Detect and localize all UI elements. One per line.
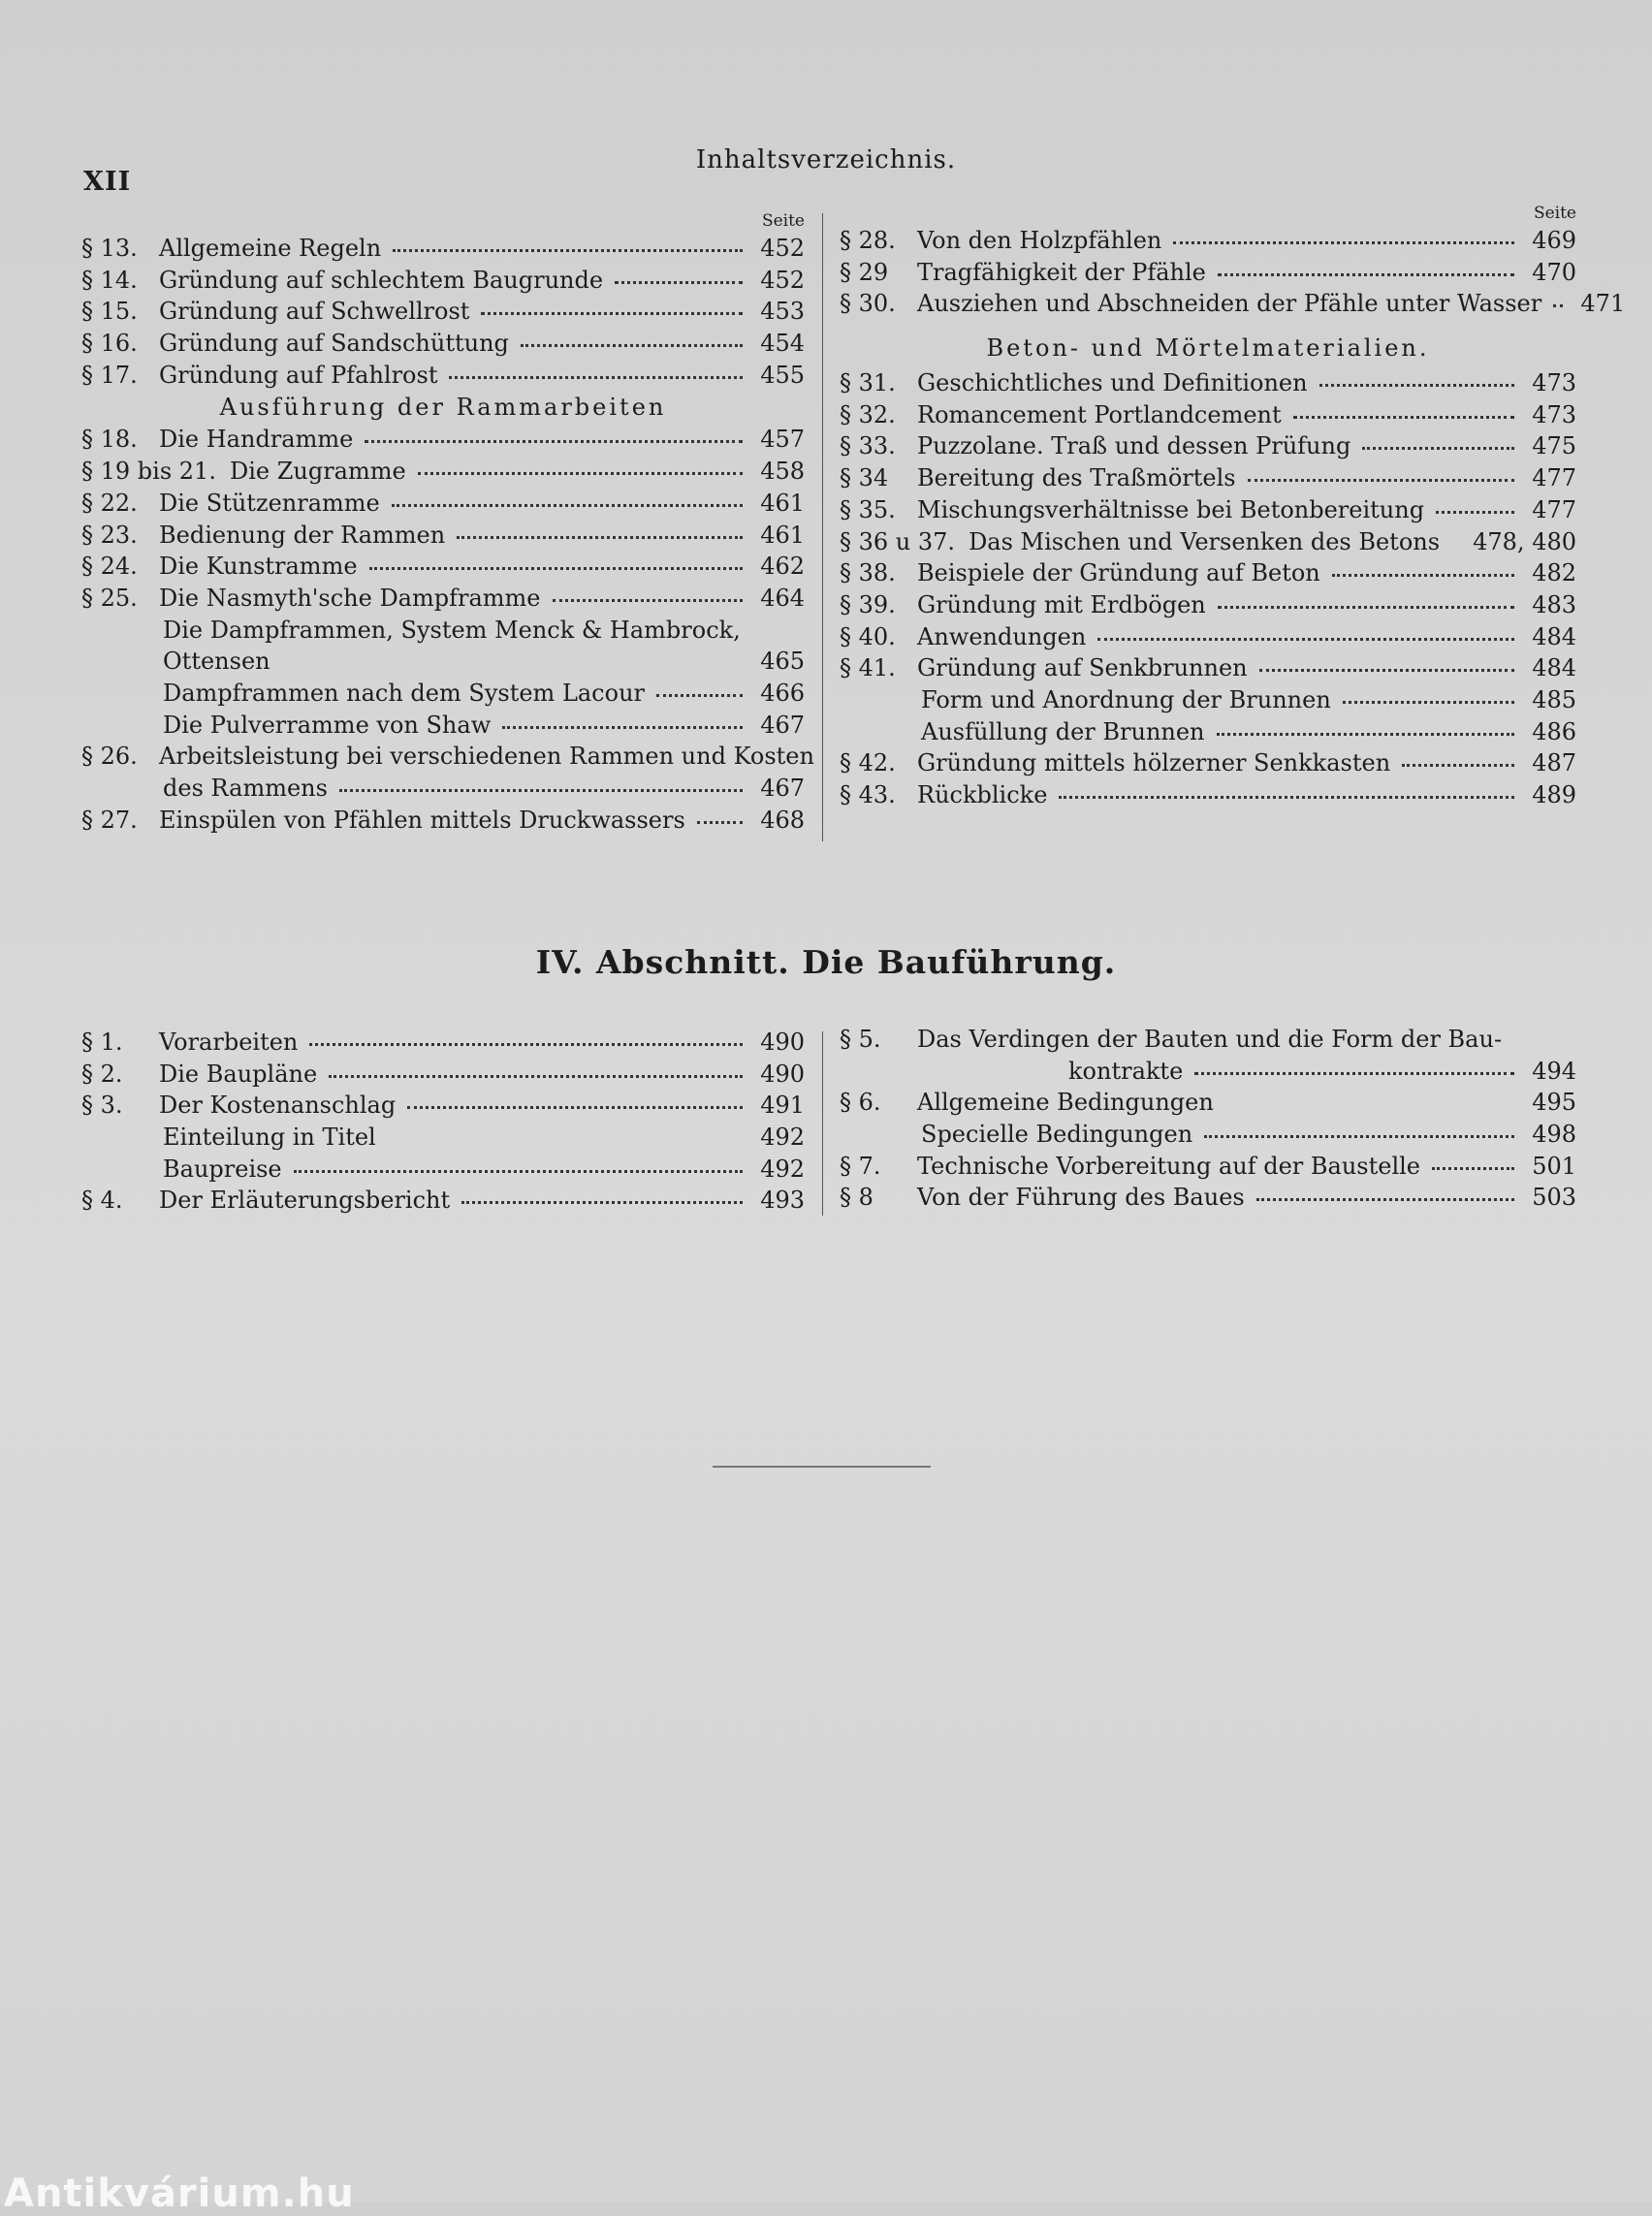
- toc-row: [840, 557, 1576, 589]
- page-ref: 484: [1532, 654, 1576, 682]
- page-ref: 477: [1532, 464, 1576, 492]
- section-number: § 16.: [81, 330, 138, 358]
- page-ref: 461: [760, 521, 805, 549]
- entry-title: Die Dampframmen, System Menck & Hambrock,: [163, 616, 741, 644]
- toc-upper-right: [840, 202, 1626, 811]
- toc-subheading: Beton- und Mörtelmaterialien.: [986, 334, 1430, 363]
- section-number: § 25.: [81, 584, 138, 612]
- page-ref: 470: [1532, 258, 1576, 286]
- entry-title: Allgemeine Bedingungen: [917, 1089, 1214, 1117]
- page-ref: 464: [760, 584, 805, 612]
- toc-row: [81, 678, 805, 710]
- dot-leader: [1059, 782, 1514, 799]
- entry-title: Bedienung der Rammen: [159, 521, 446, 549]
- dot-leader: [1451, 529, 1467, 546]
- toc-row: [81, 773, 805, 805]
- entry-title-continued: kontrakte: [1068, 1057, 1184, 1085]
- toc-row: [840, 621, 1576, 653]
- toc-row: [840, 1182, 1576, 1214]
- column-divider: [822, 213, 823, 841]
- column-divider: [822, 1031, 823, 1216]
- page-ref: 452: [760, 266, 805, 294]
- dot-leader: [1553, 291, 1563, 307]
- dot-leader: [1194, 1059, 1514, 1075]
- entry-title: Gründung auf schlechtem Baugrunde: [159, 266, 604, 294]
- page-ref: 453: [760, 298, 805, 326]
- entry-title: Specielle Bedingungen: [921, 1121, 1193, 1149]
- entry-title: Die Zugramme: [229, 458, 406, 486]
- entry-title: Allgemeine Regeln: [159, 235, 382, 262]
- entry-title: Technische Vorbereitung auf der Baustelle: [917, 1152, 1421, 1180]
- page-ref: 494: [1532, 1057, 1576, 1085]
- toc-subheading: Ausführung der Rammarbeiten: [219, 394, 667, 422]
- section-number: § 1.: [81, 1029, 123, 1056]
- page-ref: 469: [1532, 227, 1576, 254]
- toc-lower-left: [81, 1027, 805, 1217]
- section-heading: IV. Abschnitt. Die Bauführung.: [535, 943, 1117, 981]
- dot-leader: [1343, 687, 1514, 704]
- entry-title: Gründung mittels hölzerner Senkkasten: [917, 749, 1391, 777]
- section-number: § 13.: [81, 235, 138, 262]
- entry-title: Romancement Portlandcement: [917, 400, 1282, 428]
- page-ref: 477: [1532, 495, 1576, 523]
- dot-leader: [1362, 433, 1514, 450]
- dot-leader: [521, 331, 743, 347]
- toc-row: [81, 424, 805, 456]
- entry-title: Puzzolane. Traß und dessen Prüfung: [917, 432, 1351, 460]
- page-ref: 485: [1532, 685, 1576, 713]
- dot-leader: [1218, 260, 1514, 276]
- toc-row: [840, 1119, 1576, 1151]
- page-ref: 487: [1532, 749, 1576, 777]
- dot-leader: [1218, 592, 1514, 609]
- entry-title: Von der Führung des Baues: [917, 1184, 1245, 1212]
- page-ref: 458: [760, 458, 805, 486]
- page-ref: 461: [760, 489, 805, 517]
- dot-leader: [369, 554, 743, 570]
- toc-row: [81, 1027, 805, 1059]
- column-label: Seite: [761, 211, 805, 231]
- section-number: § 27.: [81, 806, 138, 834]
- page-ref: 490: [760, 1029, 805, 1056]
- section-number: § 36 u 37.: [840, 527, 956, 555]
- dot-leader: [365, 427, 743, 443]
- entry-title: Vorarbeiten: [159, 1029, 299, 1056]
- section-number: § 32.: [840, 400, 896, 428]
- dot-leader: [388, 1124, 743, 1141]
- page-ref: 495: [1532, 1089, 1576, 1117]
- page-ref: 466: [760, 679, 805, 707]
- page-ref: 492: [760, 1155, 805, 1183]
- section-number: § 26.: [81, 743, 138, 771]
- dot-leader: [502, 712, 743, 729]
- toc-row: [840, 367, 1576, 399]
- section-number: § 30.: [840, 290, 896, 318]
- entry-title: Die Kunstramme: [159, 553, 358, 581]
- dot-leader: [1097, 624, 1514, 641]
- dot-leader: [1332, 560, 1514, 577]
- toc-row: [81, 710, 805, 742]
- toc-row: [81, 296, 805, 328]
- section-number: § 14.: [81, 266, 138, 294]
- section-number: § 6.: [840, 1089, 881, 1117]
- toc-row: [840, 747, 1576, 779]
- section-number: § 43.: [840, 781, 896, 808]
- toc-row: [840, 1087, 1576, 1119]
- section-number: § 19 bis 21.: [81, 458, 216, 486]
- toc-row: [840, 684, 1576, 716]
- entry-title: Die Nasmyth'sche Dampframme: [159, 584, 541, 612]
- toc-row: [81, 615, 805, 647]
- toc-row: [81, 488, 805, 520]
- toc-row: [81, 233, 805, 265]
- dot-leader: [282, 649, 743, 665]
- toc-row: [81, 583, 805, 615]
- page-ref: 491: [760, 1092, 805, 1120]
- page-ref: 484: [1532, 622, 1576, 650]
- entry-title: Die Handramme: [159, 426, 354, 454]
- page-ref: 468: [760, 806, 805, 834]
- page-ref: 473: [1532, 400, 1576, 428]
- dot-leader: [309, 1029, 743, 1046]
- page-ref: 498: [1532, 1121, 1576, 1149]
- dot-leader: [449, 363, 743, 379]
- toc-row: [81, 265, 805, 297]
- dot-leader: [418, 459, 743, 475]
- dot-leader: [1204, 1122, 1514, 1138]
- entry-title-continued: des Rammens: [163, 775, 328, 802]
- entry-title: Beispiele der Gründung auf Beton: [917, 559, 1320, 587]
- toc-row: [81, 360, 805, 392]
- page-ref: 478, 480: [1473, 527, 1576, 555]
- dot-leader: [393, 236, 743, 252]
- entry-title: Einspülen von Pfählen mittels Druckwassers: [159, 806, 685, 834]
- page-number: XII: [83, 167, 132, 197]
- page-ref: 490: [760, 1060, 805, 1088]
- entry-title: Gründung auf Pfahlrost: [159, 361, 438, 389]
- entry-title: Anwendungen: [917, 622, 1087, 650]
- toc-row: [840, 1056, 1576, 1088]
- section-number: § 33.: [840, 432, 896, 460]
- page-ref: 473: [1532, 369, 1576, 397]
- entry-title: Mischungsverhältnisse bei Betonbereitung: [917, 495, 1425, 523]
- toc-lower-right: [840, 1024, 1576, 1214]
- entry-title: Die Stützenramme: [159, 489, 380, 517]
- entry-title: Das Mischen und Versenken des Betons: [969, 527, 1441, 555]
- section-number: § 38.: [840, 559, 896, 587]
- dot-leader: [1432, 1154, 1514, 1170]
- page-ref: 501: [1532, 1152, 1576, 1180]
- entry-title: Der Erläuterungsbericht: [159, 1187, 451, 1215]
- section-number: § 15.: [81, 298, 138, 326]
- dot-leader: [1402, 750, 1514, 767]
- section-number: § 29: [840, 258, 889, 286]
- dot-leader: [339, 776, 743, 792]
- page-ref: 471: [1580, 290, 1626, 318]
- section-number: § 42.: [840, 749, 896, 777]
- toc-row: [81, 1185, 805, 1217]
- toc-row: [81, 551, 805, 583]
- dot-leader: [1225, 1090, 1514, 1106]
- toc-row: [81, 1090, 805, 1122]
- entry-title: Geschichtliches und Definitionen: [917, 369, 1308, 397]
- column-label: Seite: [1533, 204, 1576, 223]
- dot-leader: [1217, 719, 1514, 736]
- entry-title: Dampframmen nach dem System Lacour: [163, 679, 646, 707]
- toc-row: [81, 456, 805, 488]
- toc-row: [81, 1154, 805, 1186]
- page-ref: 489: [1532, 781, 1576, 808]
- toc-row: [840, 652, 1576, 684]
- dot-leader: [1293, 402, 1514, 419]
- entry-title: Ausziehen und Abschneiden der Pfähle unter Wasser: [917, 290, 1542, 318]
- dot-leader: [615, 268, 743, 284]
- section-number: § 24.: [81, 553, 138, 581]
- section-number: § 40.: [840, 622, 896, 650]
- toc-row: [81, 741, 814, 773]
- running-head: Inhaltsverzeichnis.: [695, 145, 957, 174]
- entry-title: Von den Holzpfählen: [917, 227, 1162, 254]
- dot-leader: [481, 299, 743, 315]
- section-number: § 3.: [81, 1092, 123, 1120]
- dot-leader: [1173, 228, 1514, 244]
- page-ref: 503: [1532, 1184, 1576, 1212]
- entry-title: Form und Anordnung der Brunnen: [921, 685, 1331, 713]
- section-number: § 18.: [81, 426, 138, 454]
- page-ref: 454: [760, 330, 805, 358]
- dot-leader: [656, 681, 743, 697]
- toc-row: [840, 494, 1576, 526]
- toc-row: [840, 257, 1576, 289]
- entry-title: Rückblicke: [917, 781, 1048, 808]
- toc-row: [840, 399, 1576, 431]
- toc-row: [840, 779, 1576, 811]
- dot-leader: [553, 586, 744, 602]
- dot-leader: [294, 1156, 743, 1173]
- dot-leader: [1248, 465, 1514, 482]
- section-number: § 2.: [81, 1060, 123, 1088]
- dot-leader: [407, 1092, 743, 1109]
- watermark: Antikvárium.hu: [4, 2171, 355, 2216]
- toc-row: [81, 1059, 805, 1091]
- toc-row: [81, 520, 805, 552]
- page-ref: 475: [1532, 432, 1576, 460]
- section-number: § 39.: [840, 590, 896, 618]
- page-ref: 493: [760, 1187, 805, 1215]
- dot-leader: [1256, 1185, 1514, 1201]
- entry-title: Die Pulverramme von Shaw: [163, 711, 492, 739]
- dot-leader: [392, 491, 743, 507]
- entry-title: Einteilung in Titel: [163, 1124, 376, 1152]
- dot-leader: [1436, 497, 1514, 514]
- toc-row: [81, 1122, 805, 1154]
- section-number: § 4.: [81, 1187, 123, 1215]
- toc-row: [840, 462, 1576, 494]
- page-ref: 492: [760, 1124, 805, 1152]
- toc-row: [840, 288, 1626, 320]
- toc-row: [840, 430, 1576, 462]
- entry-title: Baupreise: [163, 1155, 282, 1183]
- section-number: § 22.: [81, 489, 138, 517]
- section-number: § 8: [840, 1184, 874, 1212]
- entry-title: Das Verdingen der Bauten und die Form der Bau-: [917, 1026, 1503, 1053]
- section-number: § 28.: [840, 227, 896, 254]
- dot-leader: [457, 522, 743, 539]
- page-ref: 457: [760, 426, 805, 454]
- page-ref: 467: [760, 775, 805, 802]
- page-ref: 482: [1532, 559, 1576, 587]
- toc-row: [81, 805, 805, 837]
- dot-leader: [1319, 370, 1514, 387]
- section-number: § 34: [840, 464, 889, 492]
- page-ref: 465: [760, 648, 805, 676]
- toc-row: [81, 328, 805, 360]
- toc-row: [840, 716, 1576, 748]
- toc-row: [840, 589, 1576, 621]
- toc-row: [840, 1151, 1576, 1183]
- section-number: § 7.: [840, 1152, 881, 1180]
- dot-leader: [329, 1061, 743, 1078]
- entry-title: Der Kostenanschlag: [159, 1092, 397, 1120]
- section-number: § 23.: [81, 521, 138, 549]
- entry-title: Gründung mit Erdbögen: [917, 590, 1206, 618]
- dot-leader: [1259, 655, 1514, 672]
- entry-title: Arbeitsleistung bei verschiedenen Rammen und Kosten: [159, 743, 814, 771]
- entry-title: Die Baupläne: [159, 1060, 318, 1088]
- entry-title: Gründung auf Sandschüttung: [159, 330, 509, 358]
- toc-upper-left: [81, 209, 814, 836]
- toc-row: [81, 646, 805, 678]
- section-number: § 31.: [840, 369, 896, 397]
- entry-title: Ausfüllung der Brunnen: [921, 717, 1205, 745]
- page-ref: 467: [760, 711, 805, 739]
- section-number: § 41.: [840, 654, 896, 682]
- entry-title: Bereitung des Traßmörtels: [917, 464, 1236, 492]
- entry-title: Gründung auf Senkbrunnen: [917, 654, 1248, 682]
- dot-leader: [461, 1187, 743, 1204]
- entry-title: Gründung auf Schwellrost: [159, 298, 470, 326]
- decorative-rule: [713, 1466, 931, 1468]
- section-number: § 5.: [840, 1026, 881, 1053]
- page-ref: 455: [760, 361, 805, 389]
- page-ref: 486: [1532, 717, 1576, 745]
- page-ref: 483: [1532, 590, 1576, 618]
- section-number: § 17.: [81, 361, 138, 389]
- entry-title-continued: Ottensen: [163, 648, 270, 676]
- page-ref: 462: [760, 553, 805, 581]
- section-number: § 35.: [840, 495, 896, 523]
- dot-leader: [697, 807, 743, 824]
- entry-title: Tragfähigkeit der Pfähle: [917, 258, 1206, 286]
- toc-row: [840, 225, 1576, 257]
- toc-row: [840, 1024, 1576, 1056]
- page-ref: 452: [760, 235, 805, 262]
- toc-row: [840, 526, 1576, 558]
